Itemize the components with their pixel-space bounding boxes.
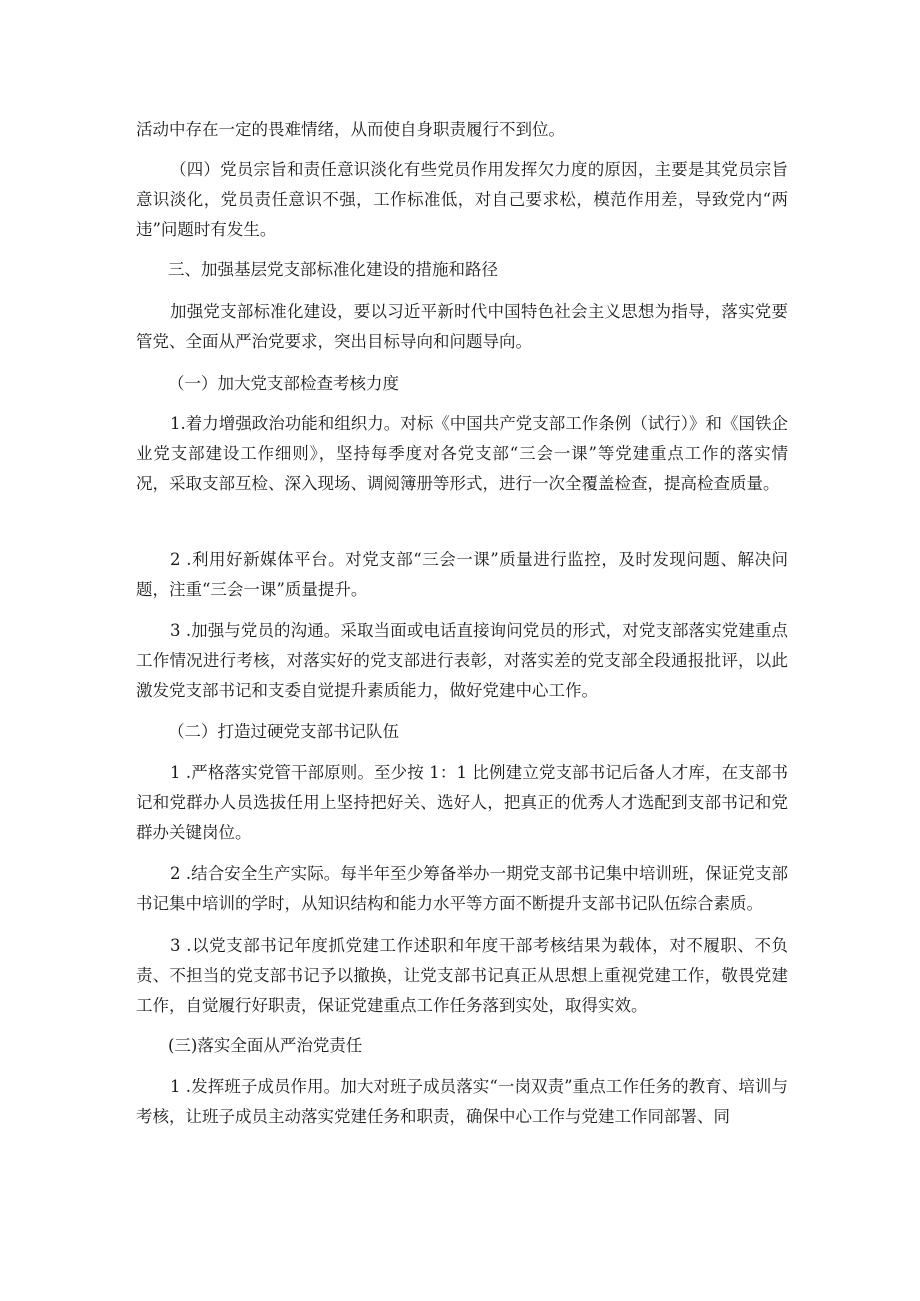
paragraph-intro: 加强党支部标准化建设，要以习近平新时代中国特色社会主义思想为指导，落实党要管党、全面从严治党要求，突出目标导向和问题导向。 bbox=[136, 302, 788, 351]
subheading-two: （二）打造过硬党支部书记队伍 bbox=[168, 722, 399, 741]
paragraph-item-1-1: 1.着力增强政治功能和组织力。对标《中国共产党支部工作条例（试行）》和《国铁企业党支部建设工作细则》，坚持每季度对各党支部“三会一课”等党建重点工作的落实情况，采取支部互检、深入现场、调阅簿册等形式，进行一次全覆盖检查，提高检查质量。 bbox=[136, 414, 788, 493]
paragraph-item-2-1: 1 .严格落实党管干部原则。至少按 1：1 比例建立党支部书记后备人才库，在支部书记和党群办人员选拔任用上坚持把好关、选好人，把真正的优秀人才选配到支部书记和党群办关键岗位。 bbox=[136, 763, 788, 842]
subheading-three: (三)落实全面从严治党责任 bbox=[168, 1036, 363, 1055]
subheading-one: （一）加大党支部检查考核力度 bbox=[168, 374, 399, 393]
paragraph-section-four: （四）党员宗旨和责任意识淡化有些党员作用发挥欠力度的原因，主要是其党员宗旨意识淡化，党员责任意识不强，工作标准低，对自己要求松，模范作用差，导致党内“两违”问题时有发生。 bbox=[136, 160, 788, 239]
paragraph-item-2-2: 2 .结合安全生产实际。每半年至少筹备举办一期党支部书记集中培训班，保证党支部书记集中培训的学时，从知识结构和能力水平等方面不断提升支部书记队伍综合素质。 bbox=[136, 864, 788, 913]
paragraph-item-1-3: 3 .加强与党员的沟通。采取当面或电话直接询问党员的形式，对党支部落实党建重点工作情况进行考核，对落实好的党支部进行表彰，对落实差的党支部全段通报批评，以此激发党支部书记和支委自觉提升素质能力，做好党建中心工作。 bbox=[136, 621, 788, 700]
paragraph-item-3-1: 1 .发挥班子成员作用。加大对班子成员落实“一岗双责”重点工作任务的教育、培训与考核，让班子成员主动落实党建任务和职责，确保中心工作与党建工作同部署、同 bbox=[136, 1077, 788, 1126]
paragraph-item-2-3: 3 .以党支部书记年度抓党建工作述职和年度干部考核结果为载体，对不履职、不负责、不担当的党支部书记予以撤换，让党支部书记真正从思想上重视党建工作，敬畏党建工作，自觉履行好职责，保证党建重点工作任务落到实处，取得实效。 bbox=[136, 936, 788, 1015]
section-heading-three: 三、加强基层党支部标准化建设的措施和路径 bbox=[168, 260, 498, 279]
paragraph-item-1-2: 2 .利用好新媒体平台。对党支部“三会一课”质量进行监控，及时发现问题、解决问题，注重“三会一课”质量提升。 bbox=[136, 550, 788, 599]
paragraph-continuation: 活动中存在一定的畏难情绪，从而使自身职责履行不到位。 bbox=[136, 120, 565, 139]
